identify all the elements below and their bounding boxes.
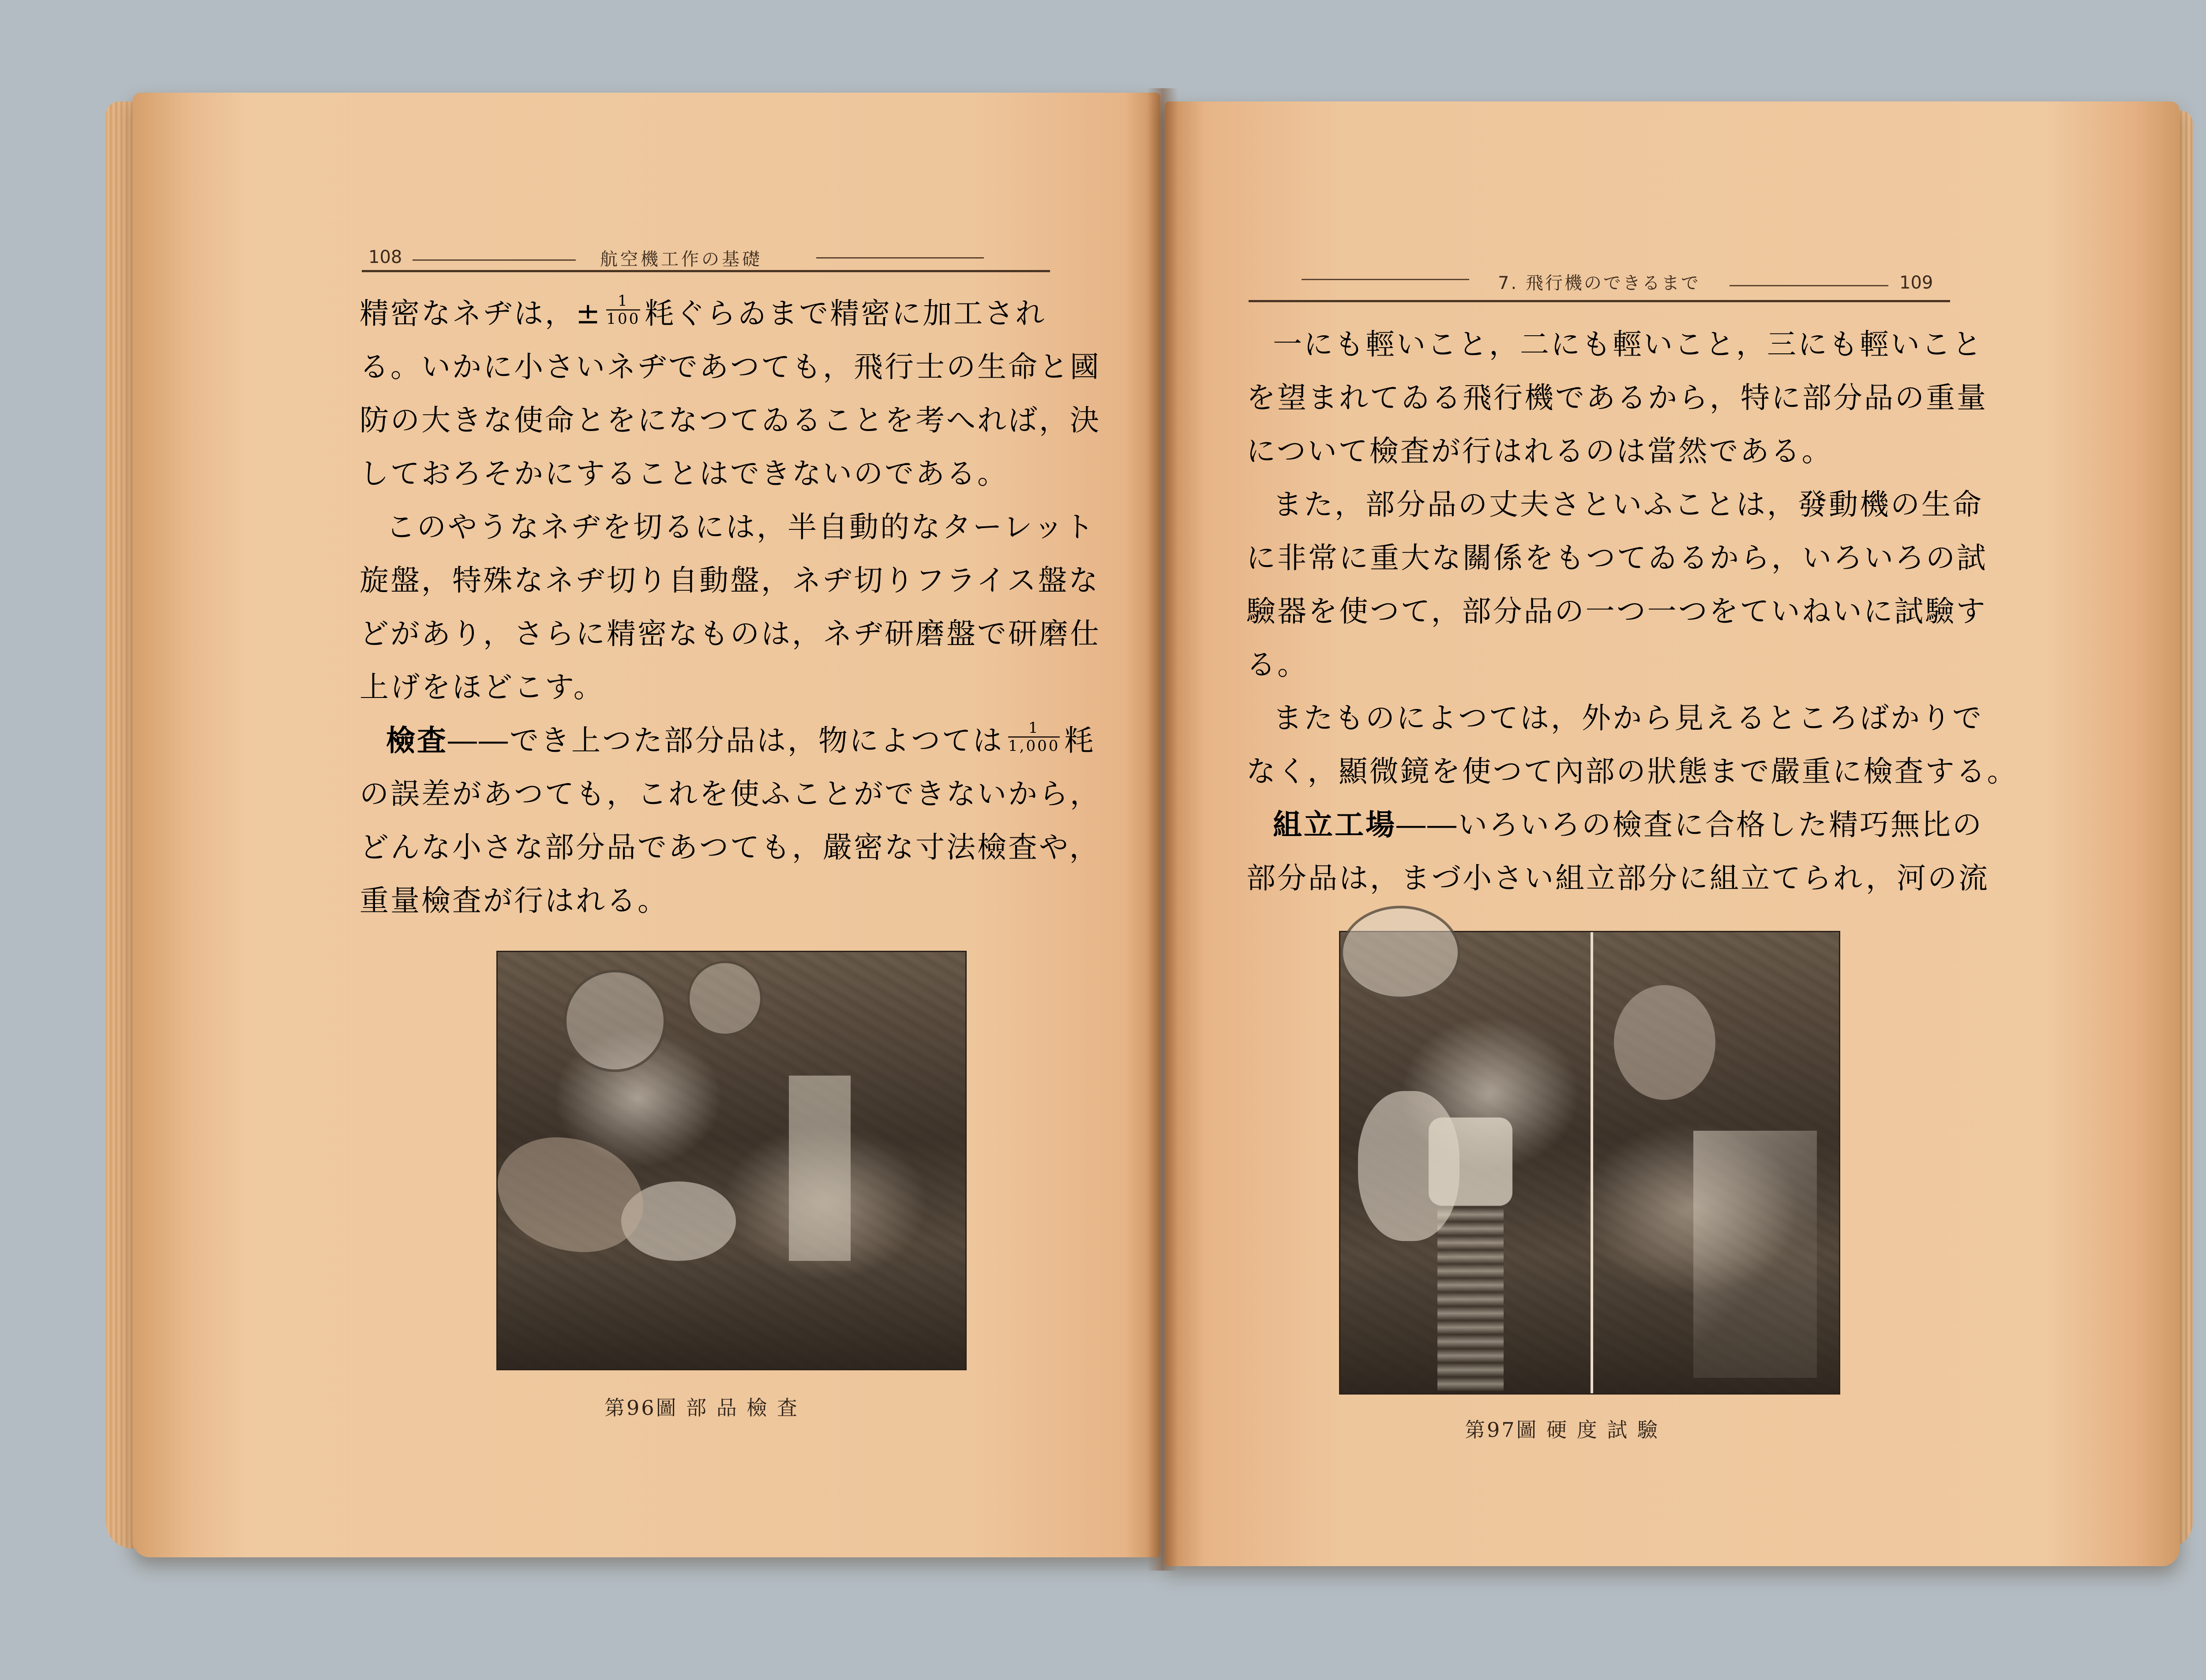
text-line xyxy=(1246,691,2018,745)
gauge-dial xyxy=(564,970,666,1072)
left-body-text xyxy=(360,287,1101,927)
text-line xyxy=(360,821,1101,874)
line-text: る。 xyxy=(1246,648,1308,682)
header-rule xyxy=(1730,285,1888,286)
fraction-numerator: 1 xyxy=(1008,720,1060,738)
text-line xyxy=(1246,371,2018,424)
text-line xyxy=(1246,638,2018,691)
figure-97-caption: 第97圖 硬 度 試 驗 xyxy=(1465,1418,1660,1442)
line-text: またものによつては，外から見えるところばかりで xyxy=(1273,701,1983,735)
right-page-number: 109 xyxy=(1899,273,1933,293)
line-text: 粍ぐらゐまで精密に加工され xyxy=(645,296,1047,330)
line-text: しておろそかにすることはできないのである。 xyxy=(360,457,1008,491)
photo-split xyxy=(1591,932,1593,1393)
text-line xyxy=(360,660,1101,714)
line-text: どがあり，さらに精密なものは，ネヂ研磨盤で研磨仕 xyxy=(360,617,1101,651)
figure-96-caption: 第96圖 部 品 檢 査 xyxy=(604,1396,799,1420)
line-text: 驗器を使つて，部分品の一つ一つをていねいに試驗す xyxy=(1246,594,1987,628)
line-text: に非常に重大な關係をもつてゐるから，いろいろの試 xyxy=(1246,541,1988,575)
coil-spring xyxy=(1437,1206,1504,1391)
text-line xyxy=(360,607,1101,660)
text-line xyxy=(360,767,1101,821)
right-header-line xyxy=(1249,300,1950,302)
line-text: 防の大きな使命とをになつてゐることを考へれば，決 xyxy=(360,403,1101,437)
text-line xyxy=(1246,318,2018,371)
text-line xyxy=(360,447,1101,500)
line-text: 一にも輕いこと，二にも輕いこと，三にも輕いこと xyxy=(1273,327,1983,361)
header-rule xyxy=(1302,279,1469,280)
left-page-number: 108 xyxy=(368,247,402,267)
left-header-line xyxy=(362,270,1050,272)
text-line xyxy=(360,714,1101,767)
text-line xyxy=(360,500,1101,554)
hands xyxy=(498,1137,643,1252)
line-text: 粍 xyxy=(1064,724,1095,758)
line-text: 精密なネヂは，± xyxy=(360,296,602,330)
right-running-title: 7. 飛行機のできるまで xyxy=(1498,273,1700,293)
text-line xyxy=(360,874,1101,927)
fraction-denominator: 1,000 xyxy=(1008,737,1060,755)
machine-column xyxy=(789,1076,851,1261)
spine-shadow xyxy=(1147,88,1178,1571)
line-text: る。いかに小さいネヂであつても，飛行士の生命と國 xyxy=(360,350,1101,384)
text-line xyxy=(1246,478,2018,531)
line-text: なく，顯微鏡を使つて內部の狀態まで嚴重に檢査する。 xyxy=(1246,754,2018,788)
microscope-area xyxy=(1693,1131,1817,1378)
text-line xyxy=(1246,424,2018,478)
line-text: どんな小さな部分品であつても，嚴密な寸法檢査や， xyxy=(360,830,1100,864)
gauge-dial xyxy=(687,961,762,1036)
line-text: 重量檢査が行はれる。 xyxy=(360,884,668,918)
gauge-dial xyxy=(1340,906,1460,999)
line-text: 旋盤，特殊なネヂ切り自動盤，ネヂ切りフライス盤な xyxy=(360,563,1100,597)
left-running-title: 航空機工作の基礎 xyxy=(600,249,762,270)
right-body-text xyxy=(1246,318,2018,905)
figure-97-photo xyxy=(1339,931,1840,1395)
fraction xyxy=(606,292,640,327)
section-heading: 組立工場 xyxy=(1273,807,1396,842)
line-text: を望まれてゐる飛行機であるから，特に部分品の重量 xyxy=(1246,381,1988,415)
line-text: ――でき上つた部分品は，物によつては xyxy=(448,724,1004,758)
header-rule xyxy=(413,259,576,261)
line-text: このやうなネヂを切るには，半自動的なターレット xyxy=(386,510,1096,544)
text-line xyxy=(1246,745,2018,798)
line-text: について檢査が行はれるのは當然である。 xyxy=(1246,434,1833,468)
person-head xyxy=(1614,985,1715,1100)
line-text: また，部分品の丈夫さといふことは，發動機の生命 xyxy=(1273,488,1983,521)
figure-96-photo xyxy=(496,951,967,1370)
text-line xyxy=(360,554,1101,607)
text-line xyxy=(1246,531,2018,585)
text-line xyxy=(1246,585,2018,638)
text-line xyxy=(360,340,1101,394)
line-text: ――いろいろの檢査に合格した精巧無比の xyxy=(1396,808,1983,842)
text-line xyxy=(1246,851,2018,905)
line-text: 部分品は，まづ小さい組立部分に組立てられ，河の流 xyxy=(1246,861,1989,895)
line-text: 上げをほどこす。 xyxy=(360,670,604,704)
line-text: の誤差があつても，これを使ふことができないから， xyxy=(360,777,1101,811)
fraction xyxy=(1008,720,1060,754)
text-line xyxy=(360,287,1101,340)
fraction-denominator: 100 xyxy=(606,310,641,328)
section-heading: 檢査 xyxy=(386,723,448,758)
fraction-numerator: 1 xyxy=(606,292,640,311)
hand xyxy=(1358,1091,1459,1241)
header-rule xyxy=(816,257,984,259)
text-line xyxy=(360,394,1101,447)
text-line xyxy=(1246,798,2018,851)
